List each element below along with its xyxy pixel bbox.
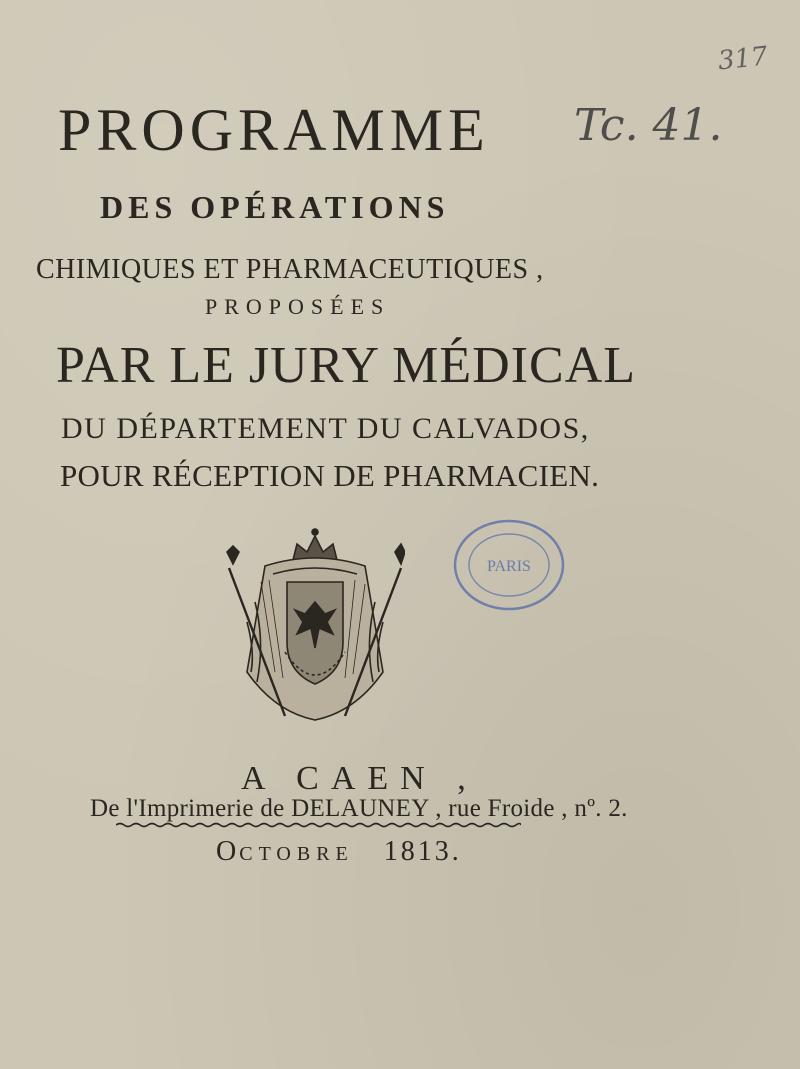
coat-of-arms-emblem bbox=[225, 522, 405, 732]
imprint-year: 1813. bbox=[383, 836, 462, 867]
handwritten-catalog-number: Tc. 41. bbox=[574, 100, 723, 151]
handwritten-page-number: 317 bbox=[716, 41, 770, 77]
title-proposees: PROPOSÉES bbox=[205, 294, 391, 319]
title-departement: DU DÉPARTEMENT DU CALVADOS, bbox=[61, 412, 590, 445]
stamp-text: PARIS bbox=[487, 558, 531, 575]
title-par-le-jury: PAR LE JURY MÉDICAL bbox=[56, 337, 637, 394]
imprint-place: A CAEN , bbox=[241, 760, 478, 797]
title-reception: POUR RÉCEPTION DE PHARMACIEN. bbox=[60, 458, 600, 493]
imprint-printer: De l'Imprimerie de DELAUNEY , rue Froide , nº. 2. bbox=[90, 795, 628, 822]
imprint-date bbox=[216, 838, 462, 866]
library-stamp bbox=[450, 515, 568, 615]
title-des-operations: DES OPÉRATIONS bbox=[100, 189, 450, 225]
imprint-month-initial: O bbox=[216, 836, 240, 867]
imprint-month-rest: CTOBRE bbox=[239, 843, 354, 865]
title-chimiques: CHIMIQUES ET PHARMACEUTIQUES , bbox=[36, 254, 544, 285]
ornamental-rule bbox=[116, 822, 521, 828]
title-programme: PROGRAMME bbox=[58, 97, 490, 163]
